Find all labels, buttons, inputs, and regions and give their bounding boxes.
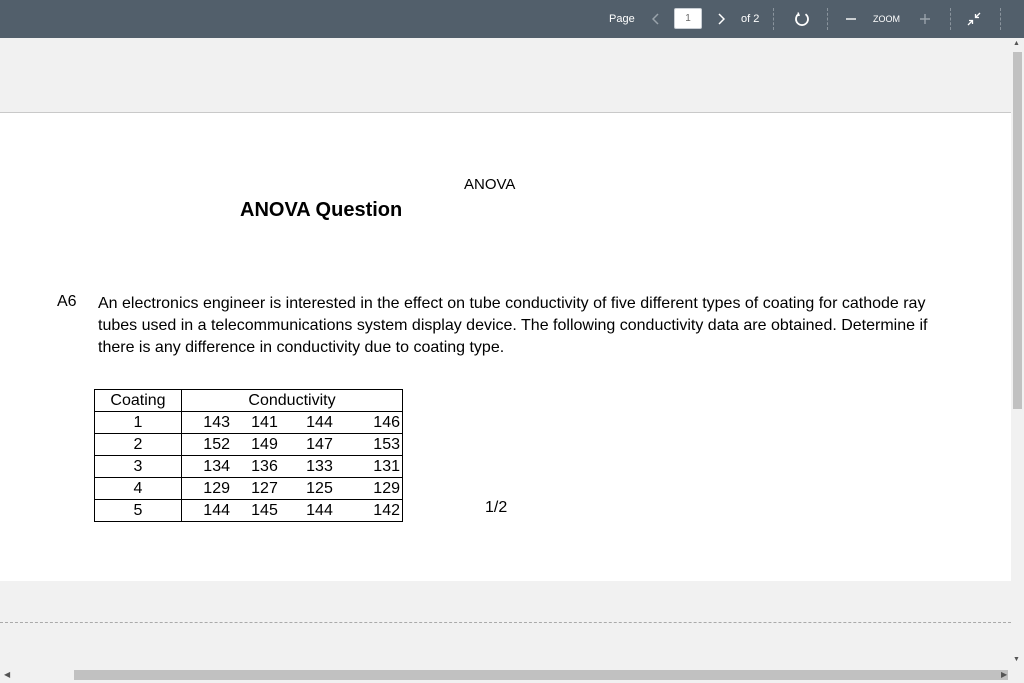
table-row bbox=[95, 434, 403, 456]
chevron-right-icon[interactable] bbox=[712, 0, 730, 38]
page-title: ANOVA Question bbox=[240, 199, 403, 221]
value-cell: 129 bbox=[182, 478, 238, 500]
value-cell: 129 bbox=[347, 478, 403, 500]
toolbar-divider bbox=[773, 8, 774, 30]
refresh-icon[interactable] bbox=[792, 0, 812, 38]
table-header-coating: Coating bbox=[95, 390, 182, 412]
value-cell: 153 bbox=[347, 434, 403, 456]
question-number: A6 bbox=[57, 293, 77, 310]
scroll-down-arrow-icon[interactable]: ▼ bbox=[1013, 656, 1020, 663]
coating-cell: 2 bbox=[95, 434, 182, 456]
coating-cell: 4 bbox=[95, 478, 182, 500]
page-header: ANOVA bbox=[464, 176, 516, 193]
value-cell: 134 bbox=[182, 456, 238, 478]
chevron-left-icon[interactable] bbox=[648, 0, 664, 38]
value-cell: 127 bbox=[237, 478, 292, 500]
toolbar-divider bbox=[827, 8, 828, 30]
value-cell: 152 bbox=[182, 434, 238, 456]
value-cell: 144 bbox=[292, 500, 347, 522]
value-cell: 131 bbox=[347, 456, 403, 478]
value-cell: 142 bbox=[347, 500, 403, 522]
horizontal-scroll-thumb[interactable] bbox=[74, 670, 1008, 680]
value-cell: 141 bbox=[237, 412, 292, 434]
value-cell: 146 bbox=[347, 412, 403, 434]
page-label: Page bbox=[609, 13, 635, 25]
value-cell: 144 bbox=[292, 412, 347, 434]
page-number-input[interactable]: 1 bbox=[674, 8, 702, 29]
table-row bbox=[95, 456, 403, 478]
page-break-line bbox=[0, 622, 1011, 623]
table-header-conductivity: Conductivity bbox=[182, 390, 403, 412]
conductivity-table bbox=[94, 389, 403, 522]
scroll-left-arrow-icon[interactable]: ◀ bbox=[4, 670, 11, 679]
coating-cell: 5 bbox=[95, 500, 182, 522]
value-cell: 143 bbox=[182, 412, 238, 434]
toolbar-divider bbox=[1000, 8, 1001, 30]
vertical-scroll-thumb[interactable] bbox=[1013, 52, 1022, 409]
table-row bbox=[95, 500, 403, 522]
question-text: An electronics engineer is interested in the effect on tube conductivity of five different types of coating for cathode ray tubes used in a telecommunications system display device. The following conductivity data are obtained. Determine if there is any difference in conductivity due to coating type. bbox=[98, 295, 928, 356]
viewer-toolbar bbox=[0, 0, 1024, 38]
toolbar-divider bbox=[950, 8, 951, 30]
value-cell: 136 bbox=[237, 456, 292, 478]
value-cell: 145 bbox=[237, 500, 292, 522]
value-cell: 147 bbox=[292, 434, 347, 456]
zoom-label: ZOOM bbox=[873, 14, 900, 24]
scroll-up-arrow-icon[interactable]: ▲ bbox=[1013, 40, 1020, 47]
minus-icon[interactable] bbox=[843, 0, 859, 38]
value-cell: 133 bbox=[292, 456, 347, 478]
table-row bbox=[95, 478, 403, 500]
value-cell: 149 bbox=[237, 434, 292, 456]
page-footer: 1/2 bbox=[485, 499, 508, 516]
collapse-arrows-icon[interactable] bbox=[964, 0, 984, 38]
scroll-right-arrow-icon[interactable]: ▶ bbox=[1001, 670, 1008, 679]
plus-icon[interactable] bbox=[917, 0, 933, 38]
coating-cell: 1 bbox=[95, 412, 182, 434]
page-total: of 2 bbox=[741, 13, 760, 25]
table-row bbox=[95, 412, 403, 434]
coating-cell: 3 bbox=[95, 456, 182, 478]
value-cell: 144 bbox=[182, 500, 238, 522]
page-gap-top bbox=[0, 38, 1011, 113]
value-cell: 125 bbox=[292, 478, 347, 500]
page-gap-bottom bbox=[0, 581, 1011, 665]
